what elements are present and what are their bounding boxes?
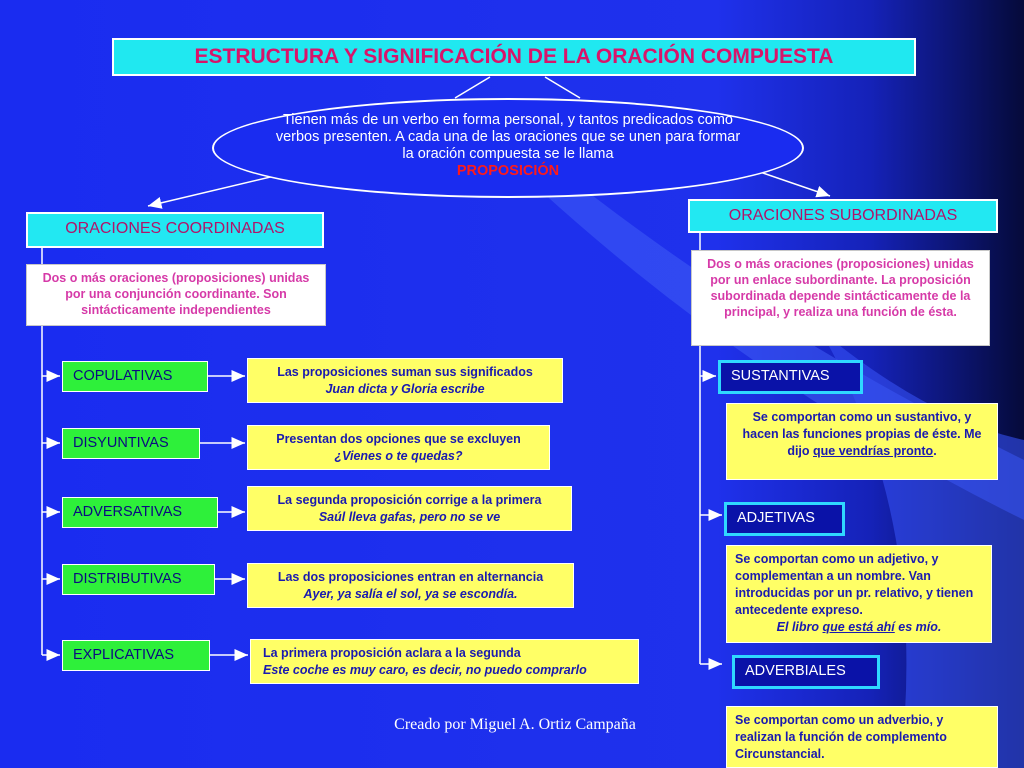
definition-highlight: PROPOSICIÓN <box>456 163 560 179</box>
desc-text: Presentan dos opciones que se excluyen <box>276 432 521 446</box>
example-pre: Me dijo <box>787 427 982 458</box>
example-text: Saúl lleva gafas, pero no se ve <box>318 510 501 524</box>
desc-adverbiales: Se comportan como un adverbio, y realizan la función de complemento Circunstancial. <box>726 706 998 768</box>
desc-text: Las dos proposiciones entran en alternancia <box>277 570 544 584</box>
type-copulativas: COPULATIVAS <box>62 361 208 392</box>
desc-text: Se comportan como un sustantivo, y hacen las funciones propias de éste. <box>742 410 972 441</box>
author-credit: Creado por Miguel A. Ortiz Campaña <box>394 716 636 733</box>
example-text: Juan dicta y Gloria escribe <box>325 382 485 396</box>
desc-adversativas <box>247 486 572 531</box>
type-adversativas: ADVERSATIVAS <box>62 497 218 528</box>
subordinadas-description: Dos o más oraciones (proposiciones) unidas por un enlace subordinante. La proposición subordinada depende sintácticamente de la principal, y realiza una función de ésta. <box>691 250 990 346</box>
coordinadas-header: ORACIONES COORDINADAS <box>26 212 324 248</box>
example-post: es mío. <box>894 620 942 634</box>
desc-adjetivas <box>726 545 992 643</box>
type-distributivas: DISTRIBUTIVAS <box>62 564 215 595</box>
type-explicativas: EXPLICATIVAS <box>62 640 210 671</box>
example-text: Ayer, ya salía el sol, ya se escondía. <box>303 587 518 601</box>
desc-text: La primera proposición aclara a la segunda <box>263 646 521 660</box>
example-pre: El libro <box>776 620 823 634</box>
desc-distributivas <box>247 563 574 608</box>
arrow-to-subordinadas <box>760 172 830 196</box>
desc-explicativas <box>250 639 639 684</box>
page-title: ESTRUCTURA Y SIGNIFICACIÓN DE LA ORACIÓN COMPUESTA <box>112 38 916 76</box>
type-adverbiales: ADVERBIALES <box>732 655 880 689</box>
desc-text: La segunda proposición corrige a la primera <box>277 493 542 507</box>
example-line <box>735 619 983 636</box>
example-text: Este coche es muy caro, es decir, no puedo comprarlo <box>263 663 587 677</box>
type-adjetivas: ADJETIVAS <box>724 502 845 536</box>
example-underlined: que vendrías pronto <box>813 444 934 458</box>
example-text: ¿Vienes o te quedas? <box>334 449 463 463</box>
type-disyuntivas: DISYUNTIVAS <box>62 428 200 459</box>
definition-text: Tienen más de un verbo en forma personal, y tantos predicados como verbos presenten. A cada una de las oraciones que se unen para formar la oración compuesta se le llama <box>275 112 741 162</box>
desc-sustantivas <box>726 403 998 480</box>
desc-copulativas <box>247 358 563 403</box>
desc-text: Las proposiciones suman sus significados <box>277 365 533 379</box>
desc-disyuntivas <box>247 425 550 470</box>
desc-text: Se comportan como un adjetivo, y complementan a un nombre. Van introducidas por un pr. relativo, y tienen antecedente expreso. <box>735 552 974 617</box>
example-underlined: que está ahí <box>822 620 895 634</box>
coordinadas-description: Dos o más oraciones (proposiciones) unidas por una conjunción coordinante. Son sintácticamente independientes <box>26 264 326 326</box>
definition-ellipse <box>212 98 804 198</box>
example-post: . <box>933 444 937 458</box>
type-sustantivas: SUSTANTIVAS <box>718 360 863 394</box>
subordinadas-header: ORACIONES SUBORDINADAS <box>688 199 998 233</box>
